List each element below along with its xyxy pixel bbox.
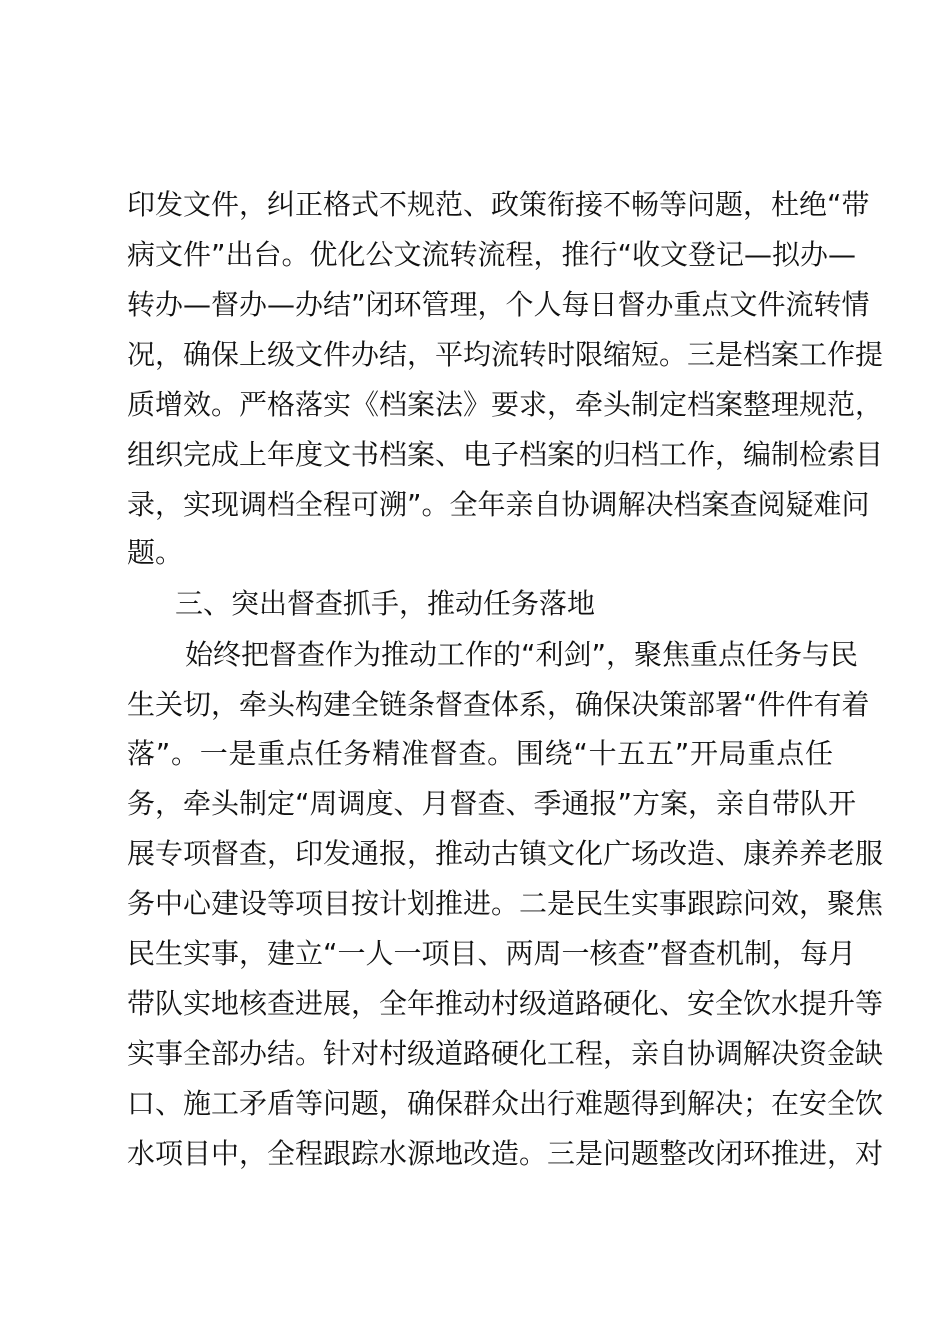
body-text-line: 口、施工矛盾等问题，确保群众出行难题得到解决；在安全饮	[127, 1087, 884, 1120]
body-text-line: 带队实地核查进展，全年推动村级道路硬化、安全饮水提升等	[127, 987, 884, 1020]
body-text-line: 病文件”出台。优化公文流转流程，推行“收文登记—拟办—	[127, 238, 857, 271]
body-text-line: 水项目中，全程跟踪水源地改造。三是问题整改闭环推进，对	[127, 1137, 884, 1170]
body-text-line: 录，实现调档全程可溯”。全年亲自协调解决档案查阅疑难问	[127, 488, 870, 521]
body-text-line: 展专项督查，印发通报，推动古镇文化广场改造、康养养老服	[127, 837, 884, 870]
body-text-line: 生关切，牵头构建全链条督查体系，确保决策部署“件件有着	[127, 688, 870, 721]
body-text-line: 务中心建设等项目按计划推进。二是民生实事跟踪问效，聚焦	[127, 887, 884, 920]
body-text-line: 落”。一是重点任务精准督查。围绕“十五五”开局重点任	[127, 737, 833, 770]
body-text-line: 始终把督查作为推动工作的“利剑”，聚焦重点任务与民	[185, 638, 859, 671]
body-text-line: 实事全部办结。针对村级道路硬化工程，亲自协调解决资金缺	[127, 1037, 884, 1070]
body-text-line: 务，牵头制定“周调度、月督查、季通报”方案，亲自带队开	[127, 787, 857, 820]
body-text-line: 民生实事，建立“一人一项目、两周一核查”督查机制，每月	[127, 937, 857, 970]
body-text-line: 题。	[127, 536, 184, 569]
body-text-line: 转办—督办—办结”闭环管理，个人每日督办重点文件流转情	[127, 288, 870, 321]
section-heading: 三、突出督查抓手，推动任务落地	[175, 587, 596, 620]
body-text-line: 质增效。严格落实《档案法》要求，牵头制定档案整理规范，	[127, 388, 884, 421]
body-text-line: 印发文件，纠正格式不规范、政策衔接不畅等问题，杜绝“带	[127, 188, 870, 221]
body-text-line: 况，确保上级文件办结，平均流转时限缩短。三是档案工作提	[127, 338, 884, 371]
body-text-line: 组织完成上年度文书档案、电子档案的归档工作，编制检索目	[127, 438, 884, 471]
